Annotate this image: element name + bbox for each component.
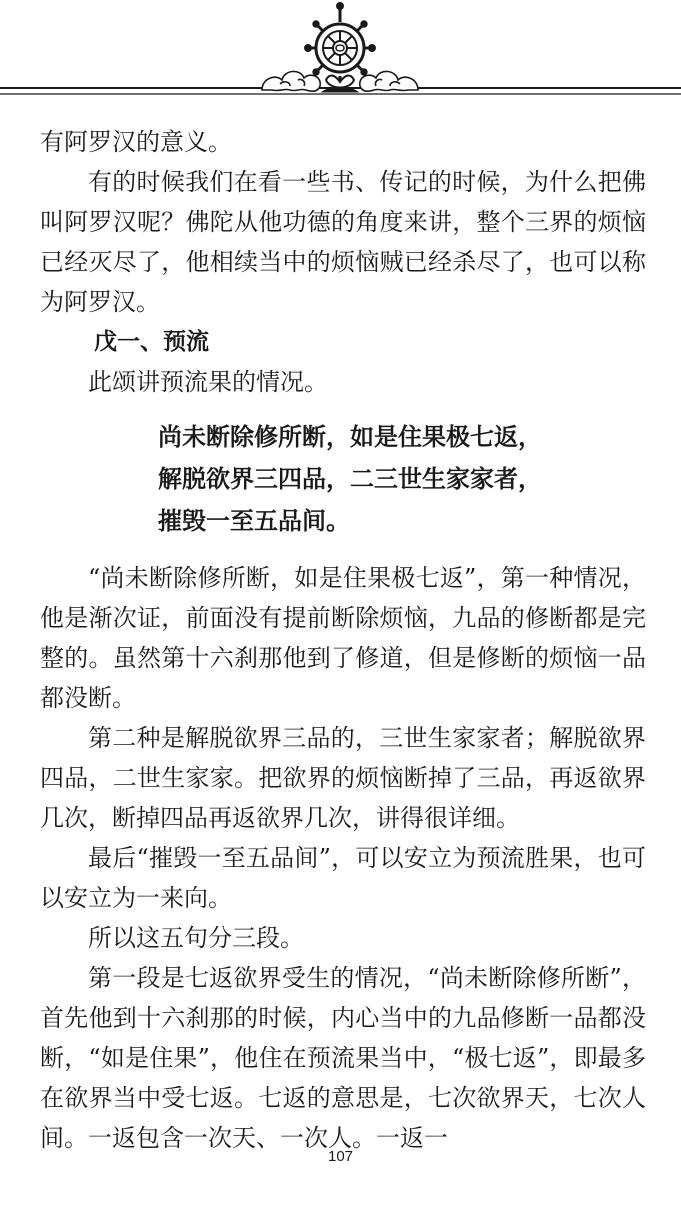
body-paragraph: 有阿罗汉的意义。 [40,128,232,156]
page-body [40,122,646,1158]
body-paragraph: 有的时候我们在看一些书、传记的时候，为什么把佛叫阿罗汉呢？佛陀从他功德的角度来讲，整个三界的烦恼已经灭尽了，他相续当中的烦恼贼已经杀尽了，也可以称为阿罗汉。 [40,168,646,316]
page-header [0,0,681,110]
verse-line: 解脱欲界三四品，二三世生家家者， [158,465,542,493]
body-paragraph: 第二种是解脱欲界三品的，三世生家家者；解脱欲界四品，二世生家家。把欲界的烦恼断掉了三品，再返欲界几次，断掉四品再返欲界几次，讲得很详细。 [40,724,646,832]
verse-block [40,416,646,542]
section-heading: 戊一、预流 [94,329,209,355]
page-number: 107 [327,1148,354,1165]
body-paragraph: 第一段是七返欲界受生的情况，“尚未断除修所断”，首先他到十六刹那的时候，内心当中的九品修断一品都没断，“如是住果”，他住在预流果当中，“极七返”，即最多在欲界当中受七返。七返的意思是，七次欲界天，七次人间。一返包含一次天、一次人。一返一 [40,964,646,1152]
intro-paragraph: 此颂讲预流果的情况。 [88,368,328,396]
header-ornament [0,0,681,110]
body-paragraph: “尚未断除修所断，如是住果极七返”，第一种情况，他是渐次证，前面没有提前断除烦恼，九品的修断都是完整的。虽然第十六刹那他到了修道，但是修断的烦恼一品都没断。 [40,564,646,712]
verse-line: 尚未断除修所断，如是住果极七返， [158,423,542,451]
cloud-ornament-right [360,71,418,91]
cloud-ornament-left [262,71,320,91]
verse-line: 摧毁一至五品间。 [158,507,350,535]
body-paragraph: 最后“摧毁一至五品间”，可以安立为预流胜果，也可以安立为一来向。 [40,844,646,912]
body-paragraph: 所以这五句分三段。 [88,924,304,952]
